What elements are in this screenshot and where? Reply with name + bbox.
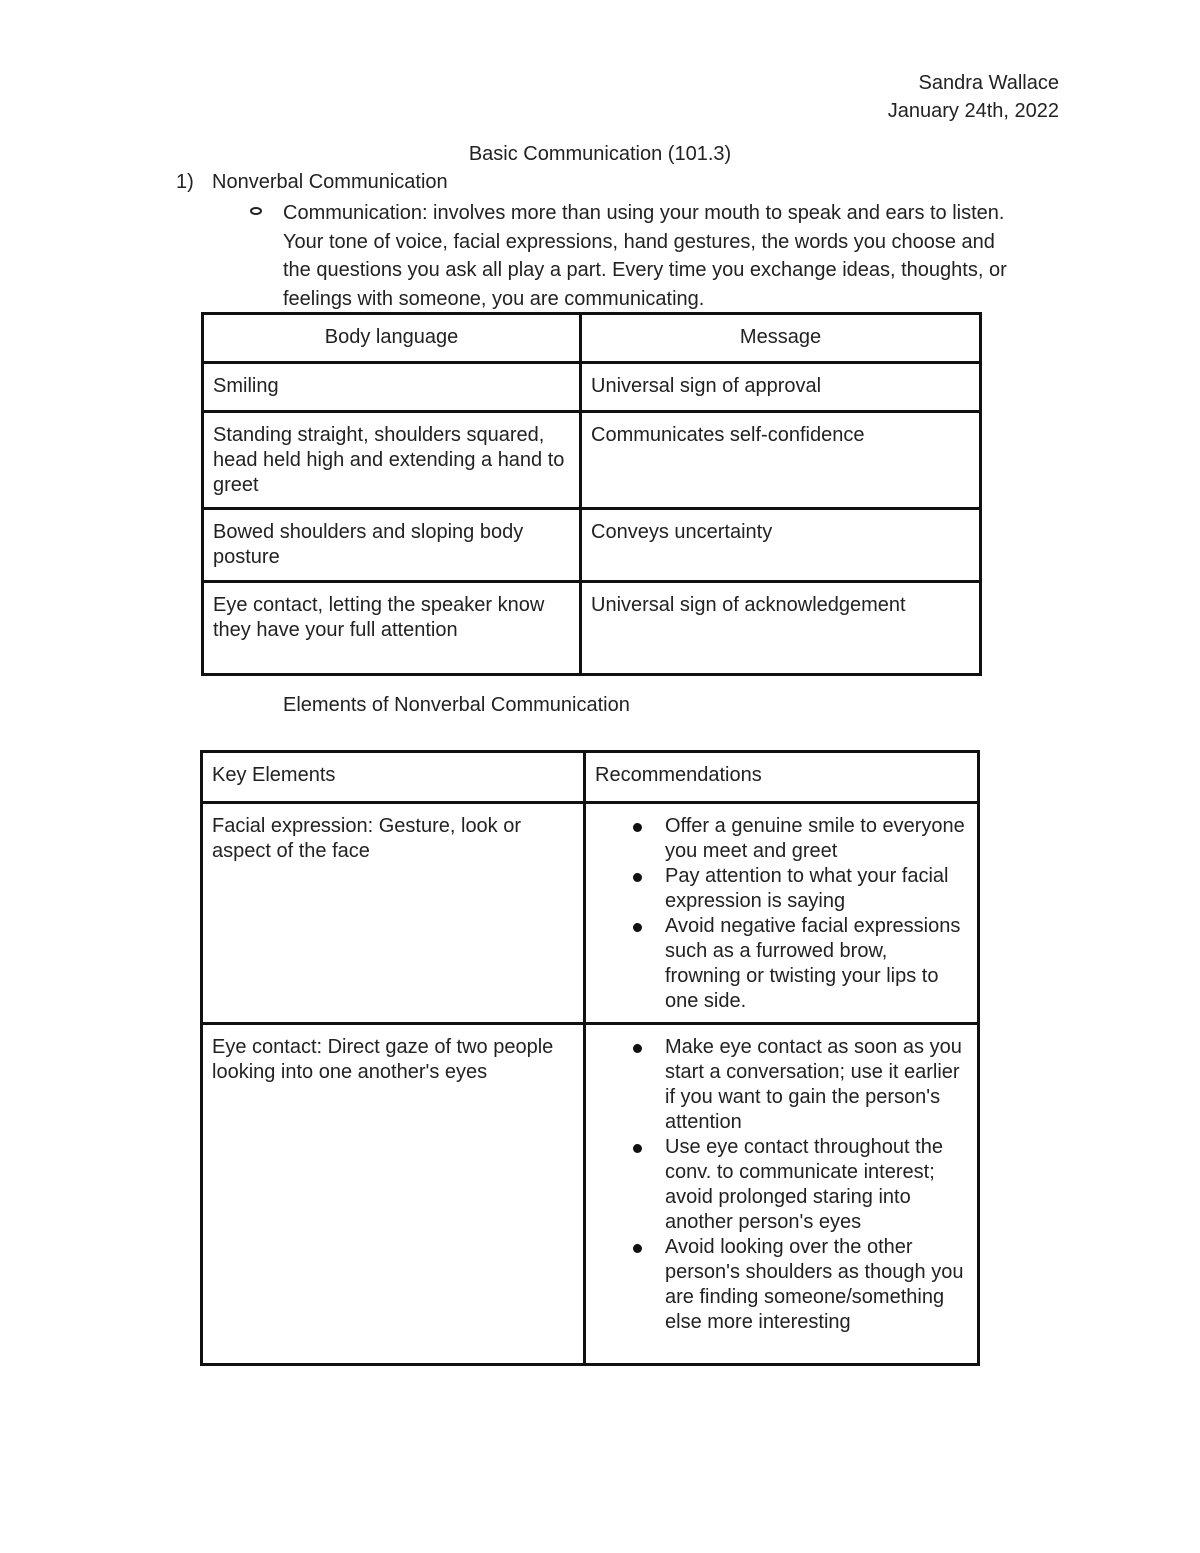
list-item-text: Use eye contact throughout the conv. to communicate interest; avoid prolonged staring into another person's eyes: [665, 1136, 943, 1233]
section-heading: [176, 170, 448, 195]
section-heading-text: Nonverbal Communication: [212, 171, 448, 193]
table-row: [203, 412, 981, 509]
list-item-text: Pay attention to what your facial expression is saying: [665, 865, 949, 912]
intro-paragraph: Communication: involves more than using your mouth to speak and ears to listen. Your tone of voice, facial expressions, hand gestures, the words you choose and the questions you ask all play a part. Every time you exchange ideas, thoughts, or feelings with someone, you are communicating.: [283, 202, 1007, 310]
table-header-row: [203, 314, 981, 363]
table-header-cell: Body language: [203, 314, 581, 363]
table-row: [203, 363, 981, 412]
table-row: [203, 582, 981, 675]
bullet-icon: [633, 1044, 642, 1053]
hollow-bullet-icon: [250, 207, 262, 215]
table-header-cell: Message: [581, 314, 981, 363]
table-cell: Facial expression: Gesture, look or aspect of the face: [202, 803, 585, 1024]
table-header-cell: Key Elements: [202, 752, 585, 803]
bullet-icon: [633, 1144, 642, 1153]
table-cell: Standing straight, shoulders squared, head held high and extending a hand to greet: [203, 412, 581, 509]
list-item: [595, 914, 968, 1014]
table-cell: Universal sign of acknowledgement: [581, 582, 981, 675]
table-row: [203, 509, 981, 582]
table-cell: Eye contact: Direct gaze of two people looking into one another's eyes: [202, 1024, 585, 1365]
key-elements-table: [200, 750, 980, 1366]
document-title: Basic Communication (101.3): [468, 143, 732, 165]
body-language-table: [201, 312, 982, 676]
list-item: [595, 1035, 968, 1135]
recommendations-cell: [585, 1024, 979, 1365]
list-item-text: Make eye contact as soon as you start a conversation; use it earlier if you want to gain the person's attention: [665, 1036, 962, 1133]
table-cell: Eye contact, letting the speaker know they have your full attention: [203, 582, 581, 675]
recommendations-list: [595, 814, 968, 1014]
list-item: [595, 814, 968, 864]
bullet-icon: [633, 873, 642, 882]
list-item-text: Offer a genuine smile to everyone you meet and greet: [665, 815, 965, 862]
table-header-row: [202, 752, 979, 803]
list-item-text: Avoid negative facial expressions such as a furrowed brow, frowning or twisting your lips to one side.: [665, 915, 961, 1012]
table-cell: Communicates self-confidence: [581, 412, 981, 509]
author-name: Sandra Wallace: [918, 72, 1059, 94]
table-cell: Universal sign of approval: [581, 363, 981, 412]
table-row: [202, 803, 979, 1024]
bullet-icon: [633, 923, 642, 932]
elements-heading: Elements of Nonverbal Communication: [283, 694, 630, 716]
recommendations-list: [595, 1035, 968, 1335]
recommendations-cell: [585, 803, 979, 1024]
section-number: 1): [176, 171, 194, 193]
list-item: [595, 864, 968, 914]
list-item-text: Avoid looking over the other person's shoulders as though you are finding someone/something else more interesting: [665, 1236, 964, 1333]
table-cell: Bowed shoulders and sloping body posture: [203, 509, 581, 582]
table-row: [202, 1024, 979, 1365]
document-date: January 24th, 2022: [887, 100, 1059, 122]
table-cell: Conveys uncertainty: [581, 509, 981, 582]
list-item: [595, 1135, 968, 1235]
list-item: [595, 1235, 968, 1335]
table-cell: Smiling: [203, 363, 581, 412]
bullet-icon: [633, 823, 642, 832]
table-header-cell: Recommendations: [585, 752, 979, 803]
bullet-icon: [633, 1244, 642, 1253]
